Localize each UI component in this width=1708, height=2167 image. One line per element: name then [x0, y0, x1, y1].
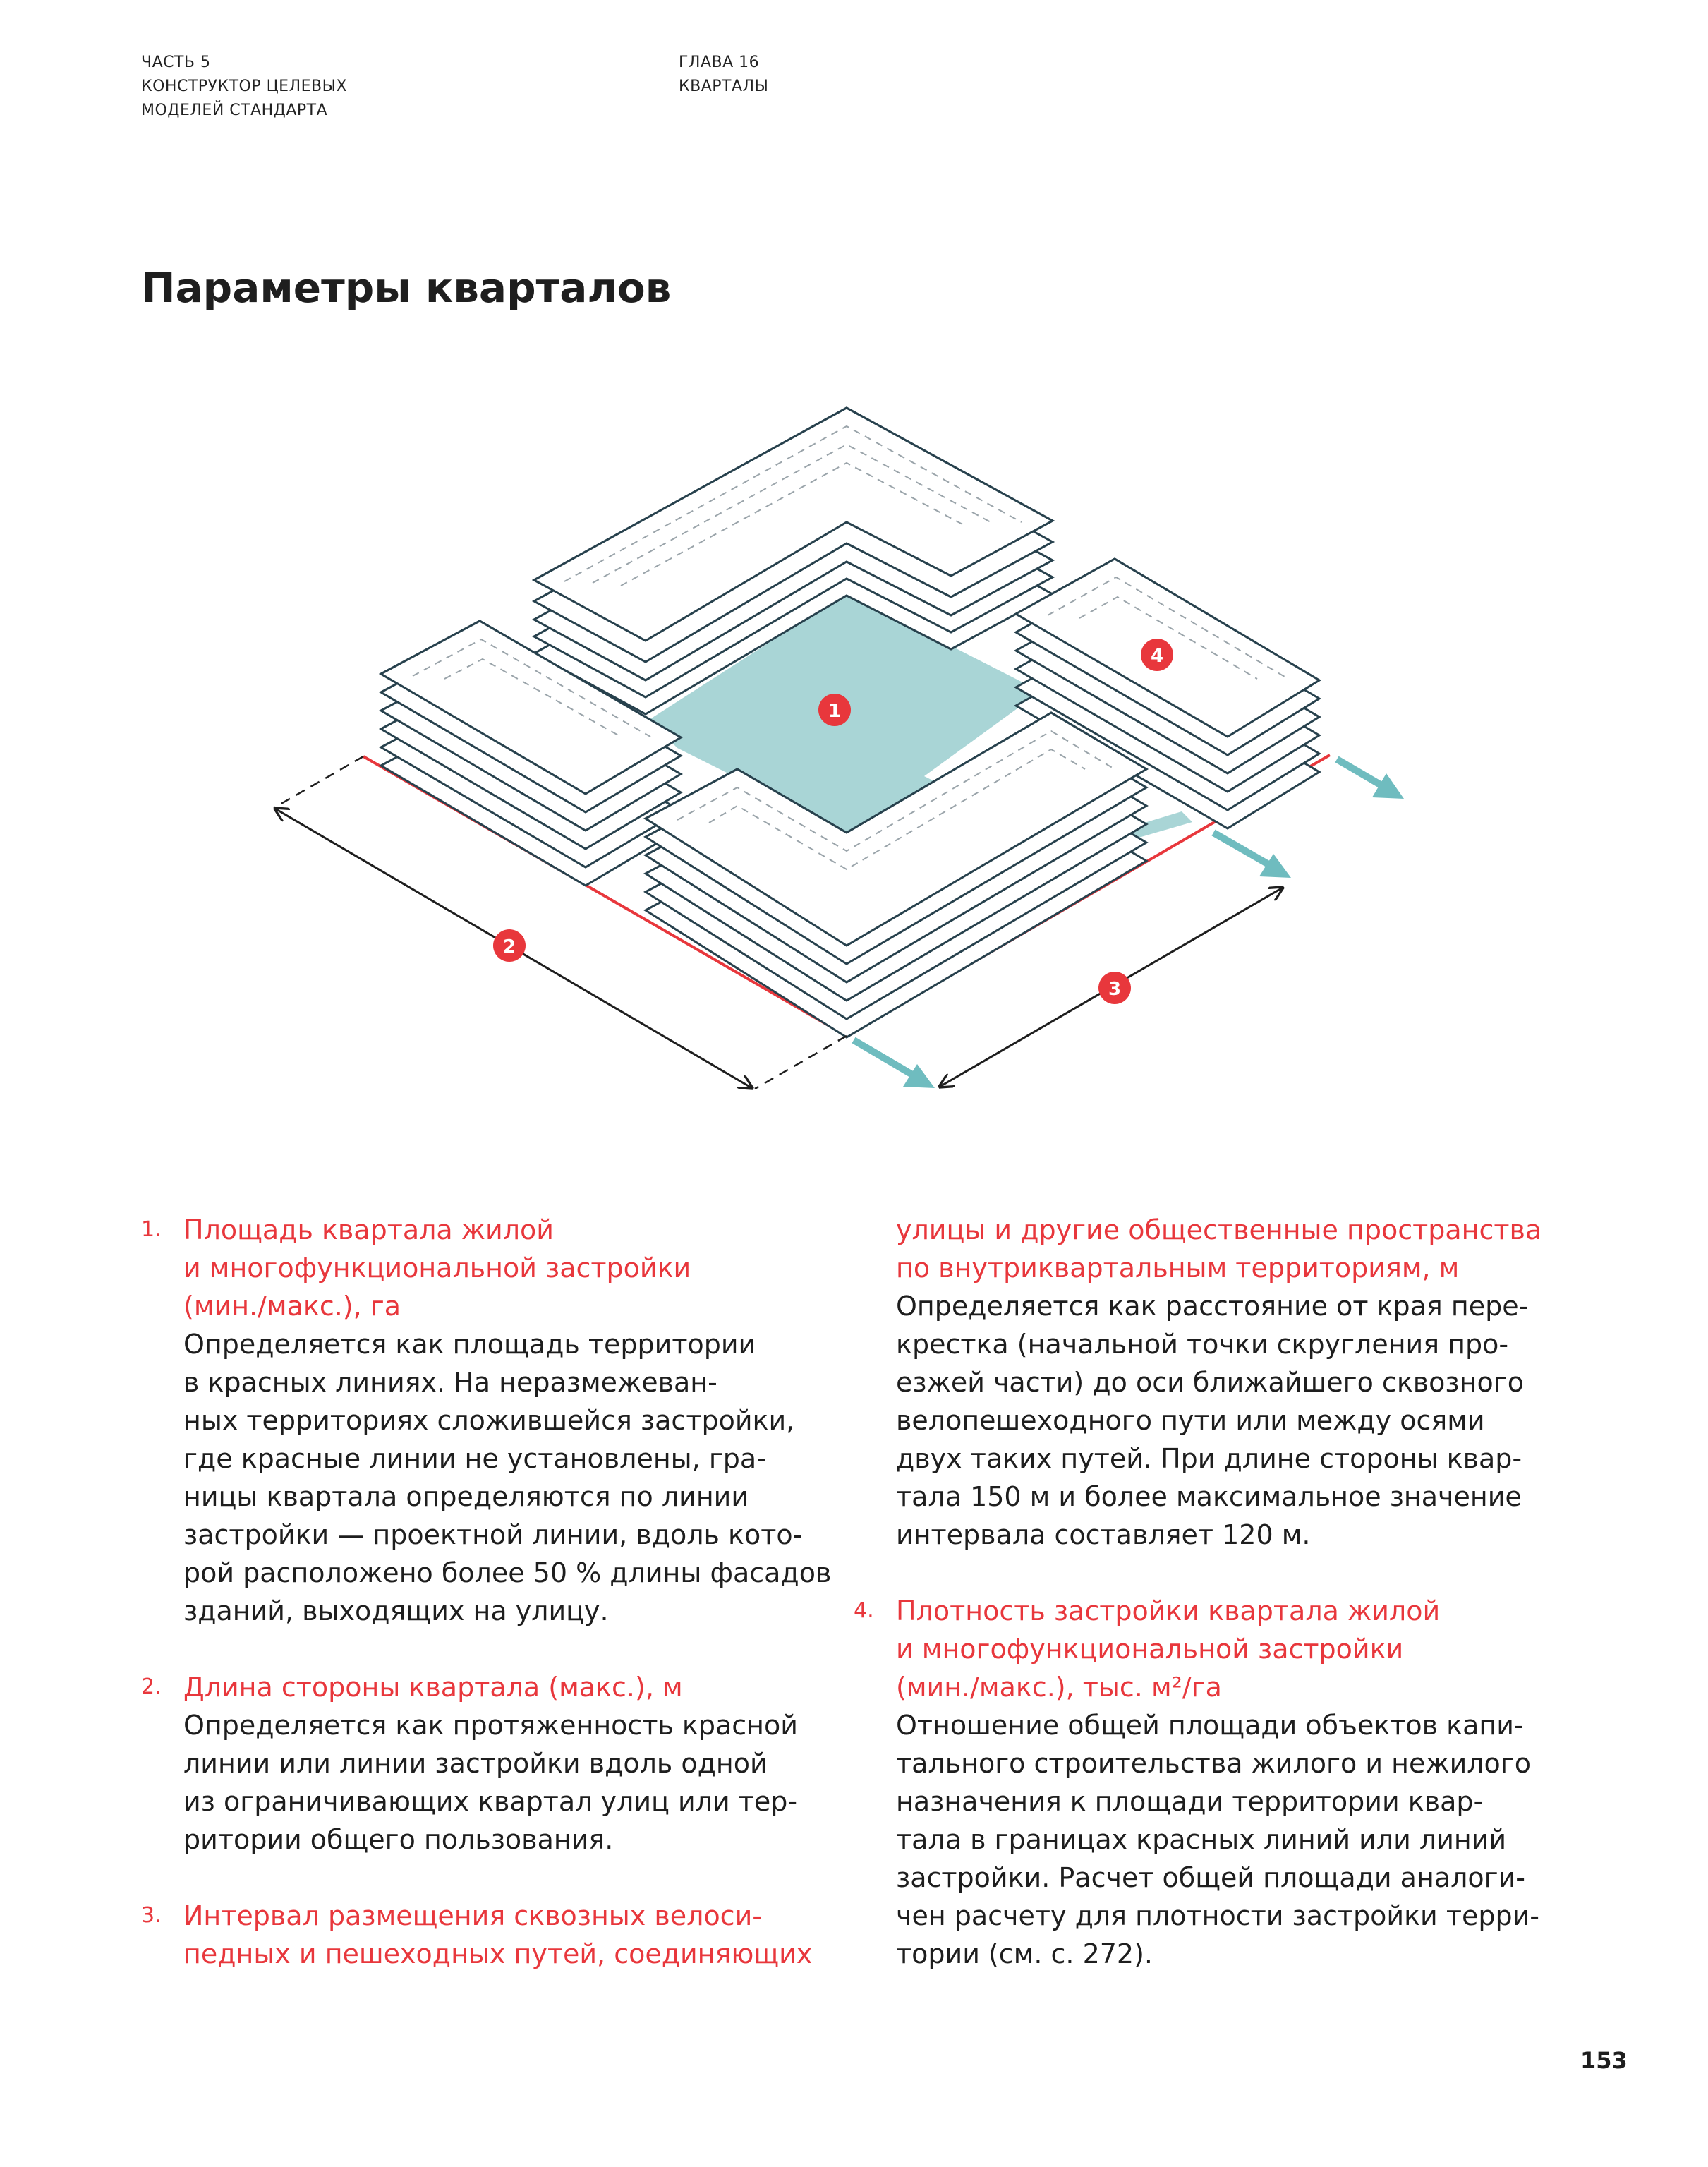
item-description: Отношение общей площади объектов капи- тального строительства жилого и нежилого назначения к площади территории квар- тала в границах красных линий или линий застройки. Расчет общей площади аналоги- чен расчету для плотности застройки терри- тории (см. с. 272).	[896, 1710, 1539, 1969]
item-number: 2.	[141, 1674, 162, 1699]
header-line: ГЛАВА 16	[679, 54, 760, 71]
item-title: улицы и другие общественные пространства по внутриквартальным территориям, м	[896, 1214, 1542, 1284]
marker-label: 4	[1150, 646, 1164, 667]
header-line: ЧАСТЬ 5	[141, 54, 211, 71]
item-number: 1.	[141, 1217, 162, 1242]
parameter-item-3-continued	[854, 1211, 1580, 1554]
parameter-item-4	[854, 1592, 1580, 1973]
parameter-item-3	[141, 1897, 868, 1973]
marker-3	[1098, 972, 1131, 1004]
item-number: 3.	[141, 1903, 162, 1928]
page-number: 153	[1580, 2047, 1628, 2074]
text-column-right	[854, 1211, 1580, 2011]
text-column-left	[141, 1211, 868, 2011]
header-line: МОДЕЛЕЙ СТАНДАРТА	[141, 102, 328, 119]
item-title: Плотность застройки квартала жилой и многофункциональной застройки (мин./макс.), тыс. м²/га	[896, 1595, 1441, 1703]
parameter-item-1	[141, 1211, 868, 1630]
running-header-part	[141, 51, 347, 123]
header-line: КОНСТРУКТОР ЦЕЛЕВЫХ	[141, 78, 348, 95]
item-title: Площадь квартала жилой и многофункциональной застройки (мин./макс.), га	[183, 1214, 691, 1322]
item-description: Определяется как протяженность красной линии или линии застройки вдоль одной из ограничивающих квартал улиц или тер- ритории общего пользования.	[183, 1710, 798, 1855]
marker-label: 3	[1108, 979, 1122, 1000]
block-parameters-diagram	[0, 381, 1708, 1115]
header-line: КВАРТАЛЫ	[679, 78, 769, 95]
marker-label: 1	[828, 701, 842, 722]
item-description: Определяется как расстояние от края пере- крестка (начальной точки скругления про- езжей части) до оси ближайшего сквозного велопешеходного пути или между осями двух таких путей. При длине стороны квар- тала 150 м и более максимальное значение интервала составляет 120 м.	[896, 1291, 1529, 1550]
extension-line	[755, 1036, 847, 1089]
item-title: Длина стороны квартала (макс.), м	[183, 1672, 683, 1703]
parameter-item-2	[141, 1668, 868, 1859]
page-title: Параметры кварталов	[141, 264, 672, 312]
running-header-chapter	[679, 51, 768, 99]
marker-label: 2	[502, 936, 516, 958]
marker-4	[1141, 639, 1173, 671]
item-description: Определяется как площадь территории в красных линиях. На неразмежеван- ных территориях сложившейся застройки, где красные линии не установлены, гра- ницы квартала определяются по линии застройки — проектной линии, вдоль кото- рой расположено более 50 % длины фасадов зданий, выходящих на улицу.	[183, 1329, 832, 1626]
item-number: 4.	[854, 1598, 874, 1623]
item-title: Интервал размещения сквозных велоси- педных и пешеходных путей, соединяющих	[183, 1900, 813, 1969]
extension-line	[274, 756, 363, 808]
marker-2	[493, 929, 526, 962]
marker-1	[818, 694, 851, 726]
